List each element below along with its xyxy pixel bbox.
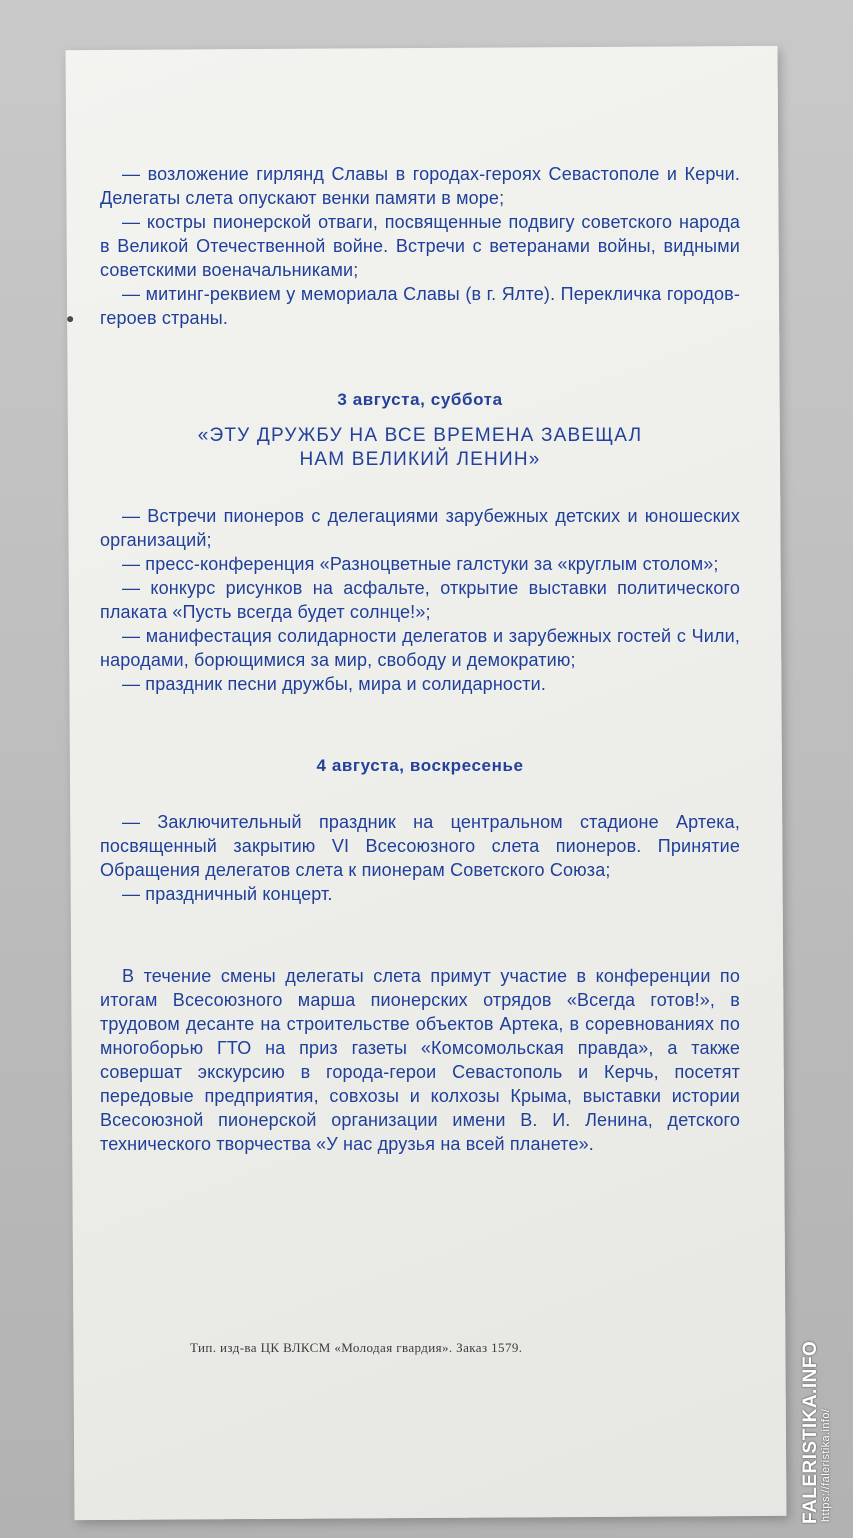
aug3-item-3: — конкурс рисунков на асфальте, открытие выставки политического плаката «Пусть всегда будет солнце!»; (100, 578, 740, 622)
printer-imprint: Тип. изд-ва ЦК ВЛКСМ «Молодая гвардия». Заказ 1579. (190, 1340, 523, 1355)
page-content (100, 162, 740, 1156)
intro-item-3: — митинг-реквием у мемориала Славы (в г. Ялте). Перекличка городов-героев страны. (100, 284, 740, 328)
aug3-slogan-line1: «ЭТУ ДРУЖБУ НА ВСЕ ВРЕМЕНА ЗАВЕЩАЛ (197, 425, 643, 446)
aug4-item-2: — праздничный концерт. (122, 884, 333, 904)
punch-hole (67, 316, 73, 322)
closing-paragraph: В течение смены делегаты слета примут участие в конференции по итогам Всесоюзного марша пионерских отрядов «Всегда готов!», в трудовом десанте на строительстве объектов Артека, в соревнованиях по многоборью ГТО на приз газеты «Комсомольская правда», а также совершат экскурсию в города-герои Севастополь и Керчь, посетят передовые предприятия, совхозы и колхозы Крыма, выставки истории Всесоюзной пионерской организации имени В. И. Ленина, детского технического творчества «У нас друзья на всей планете». (100, 966, 740, 1154)
aug3-item-5: — праздник песни дружбы, мира и солидарности. (122, 674, 546, 694)
aug3-item-2: — пресс-конференция «Разноцветные галстуки за «круглым столом»; (122, 554, 719, 574)
aug4-date-heading: 4 августа, воскресенье (316, 756, 524, 775)
aug3-date-heading: 3 августа, суббота (337, 390, 503, 409)
intro-item-2: — костры пионерской отваги, посвященные подвигу советского народа в Великой Отечественной войне. Встречи с ветеранами войны, видными советскими военачальниками; (100, 212, 740, 280)
aug3-slogan-line2: НАМ ВЕЛИКИЙ ЛЕНИН» (299, 449, 541, 470)
watermark-url: https://faleristika.info/ (820, 1408, 832, 1522)
intro-item-1: — возложение гирлянд Славы в городах-героях Севастополе и Керчи. Делегаты слета опускают венки памяти в море; (100, 164, 740, 208)
watermark (800, 1341, 832, 1524)
aug3-item-4: — манифестация солидарности делегатов и зарубежных гостей с Чили, народами, борющимися за мир, свободу и демократию; (100, 626, 740, 670)
aug4-item-1: — Заключительный праздник на центральном стадионе Артека, посвященный закрытию VI Всесоюзного слета пионеров. Принятие Обращения делегатов слета к пионерам Советского Союза; (100, 812, 740, 880)
aug3-item-1: — Встречи пионеров с делегациями зарубежных детских и юношеских организаций; (100, 506, 740, 550)
watermark-logo-text: FALERISTIKA.INFO (800, 1340, 821, 1524)
